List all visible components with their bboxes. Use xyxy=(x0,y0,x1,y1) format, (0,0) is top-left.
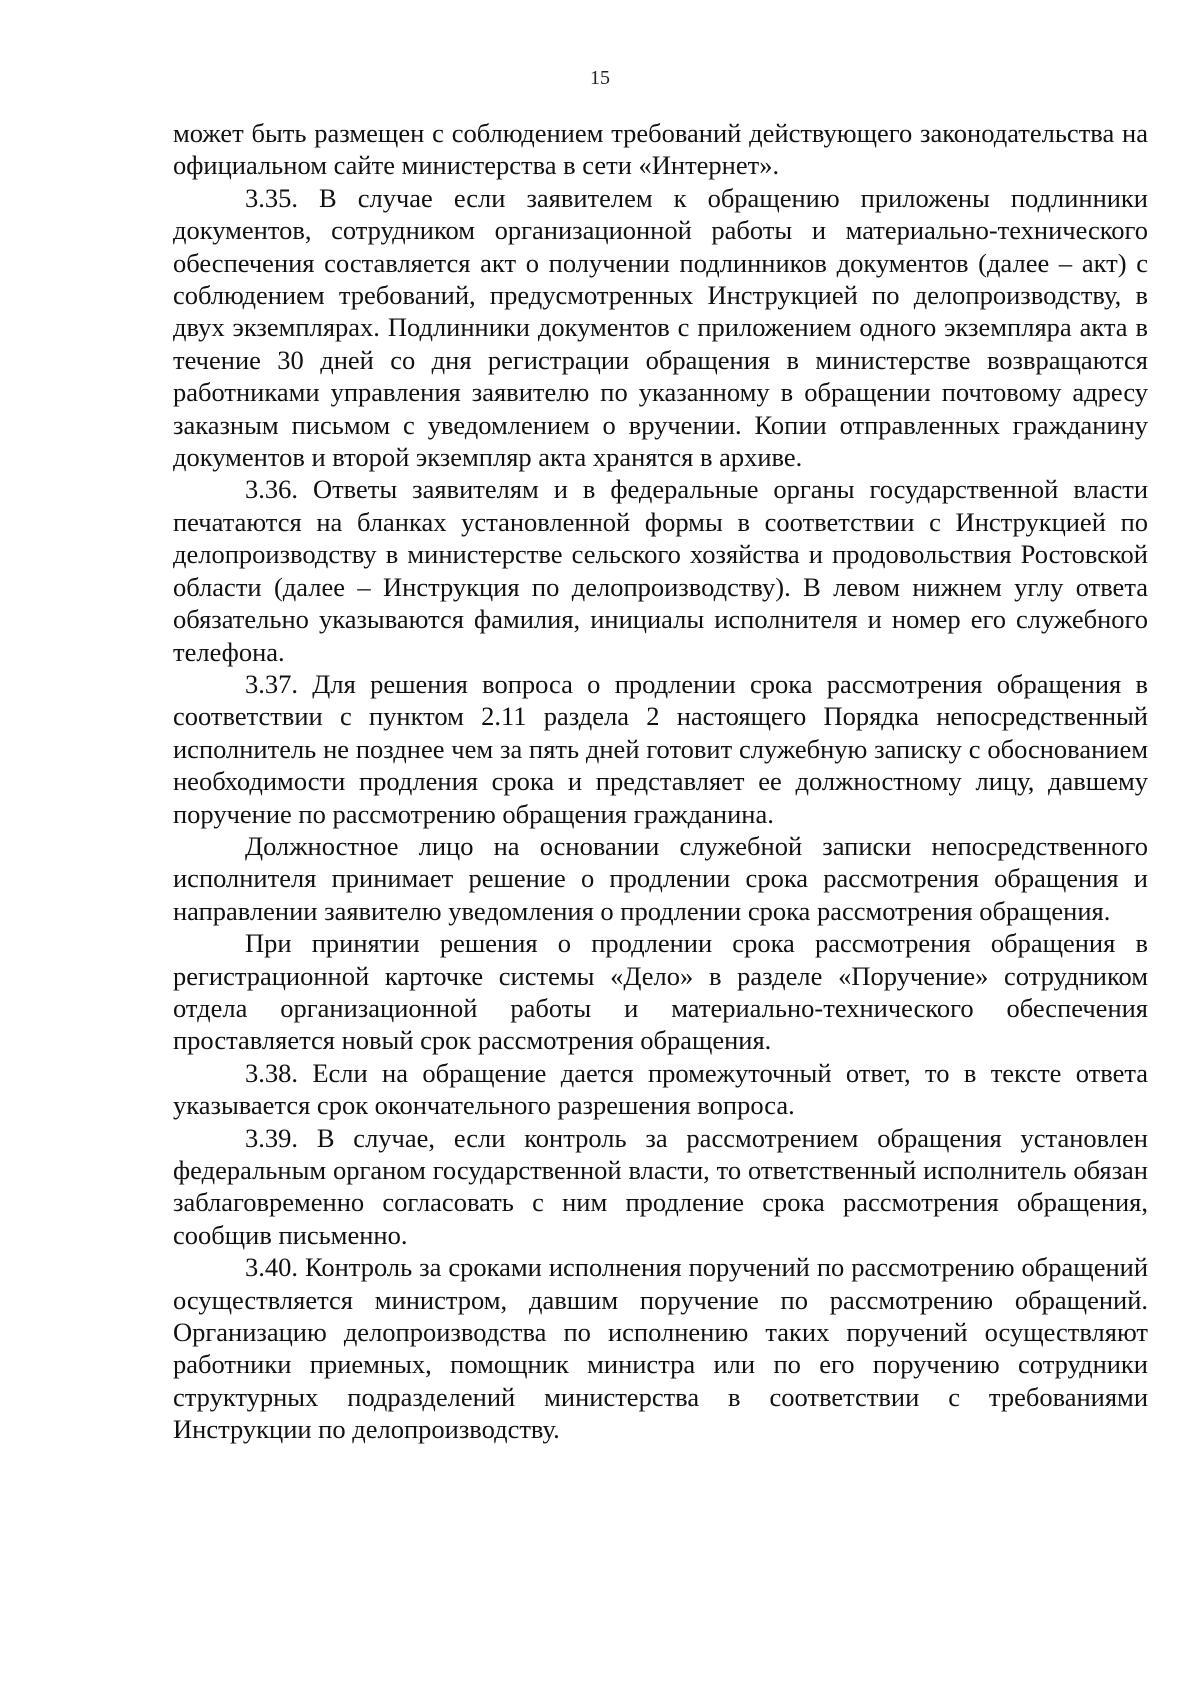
paragraph: может быть размещен с соблюдением требований действующего законодательства на официальном сайте министерства в сети «Интернет». xyxy=(173,118,1148,181)
paragraph: Должностное лицо на основании служебной записки непосредственного исполнителя принимает решение о продлении срока рассмотрения обращения и направлении заявителю уведомления о продлении срока рассмотрения обращения. xyxy=(173,830,1148,926)
page-number: 15 xyxy=(590,67,610,89)
paragraph-3-35: 3.35. В случае если заявителем к обращению приложены подлинники документов, сотрудником организационной работы и материально-технического обеспечения составляется акт о получении подлинников документов (далее – акт) с соблюдением требований, предусмотренных Инструкцией по делопроизводству, в двух экземплярах. Подлинники документов с приложением одного экземпляра акта в течение 30 дней со дня регистрации обращения в министерстве возвращаются работниками управления заявителю по указанному в обращении почтовому адресу заказным письмом с уведомлением о вручении. Копии отправленных гражданину документов и второй экземпляр акта хранятся в архиве. xyxy=(173,182,1148,473)
body-text xyxy=(173,117,1148,1446)
paragraph-3-39: 3.39. В случае, если контроль за рассмотрением обращения установлен федеральным органом государственной власти, то ответственный исполнитель обязан заблаговременно согласовать с ним продление срока рассмотрения обращения, сообщив письменно. xyxy=(173,1122,1148,1250)
paragraph-3-37: 3.37. Для решения вопроса о продлении срока рассмотрения обращения в соответствии с пунктом 2.11 раздела 2 настоящего Порядка непосредственный исполнитель не позднее чем за пять дней готовит служебную записку с обоснованием необходимости продления срока и представляет ее должностному лицу, давшему поручение по рассмотрению обращения гражданина. xyxy=(173,668,1148,829)
paragraph-3-40: 3.40. Контроль за сроками исполнения поручений по рассмотрению обращений осуществляется министром, давшим поручение по рассмотрению обращений. Организацию делопроизводства по исполнению таких поручений осуществляют работники приемных, помощник министра или по его поручению сотрудники структурных подразделений министерства в соответствии с требованиями Инструкции по делопроизводству. xyxy=(173,1252,1148,1445)
paragraph-3-38: 3.38. Если на обращение дается промежуточный ответ, то в тексте ответа указывается срок окончательного разрешения вопроса. xyxy=(173,1057,1148,1121)
paragraph: При принятии решения о продлении срока рассмотрения обращения в регистрационной карточке системы «Дело» в разделе «Поручение» сотрудником отдела организационной работы и материально-технического обеспечения проставляется новый срок рассмотрения обращения. xyxy=(173,928,1148,1056)
paragraph-3-36: 3.36. Ответы заявителям и в федеральные органы государственной власти печатаются на бланках установленной формы в соответствии с Инструкцией по делопроизводству в министерстве сельского хозяйства и продовольствия Ростовской области (далее – Инструкция по делопроизводству). В левом нижнем углу ответа обязательно указываются фамилия, инициалы исполнителя и номер его служебного телефона. xyxy=(173,474,1148,667)
